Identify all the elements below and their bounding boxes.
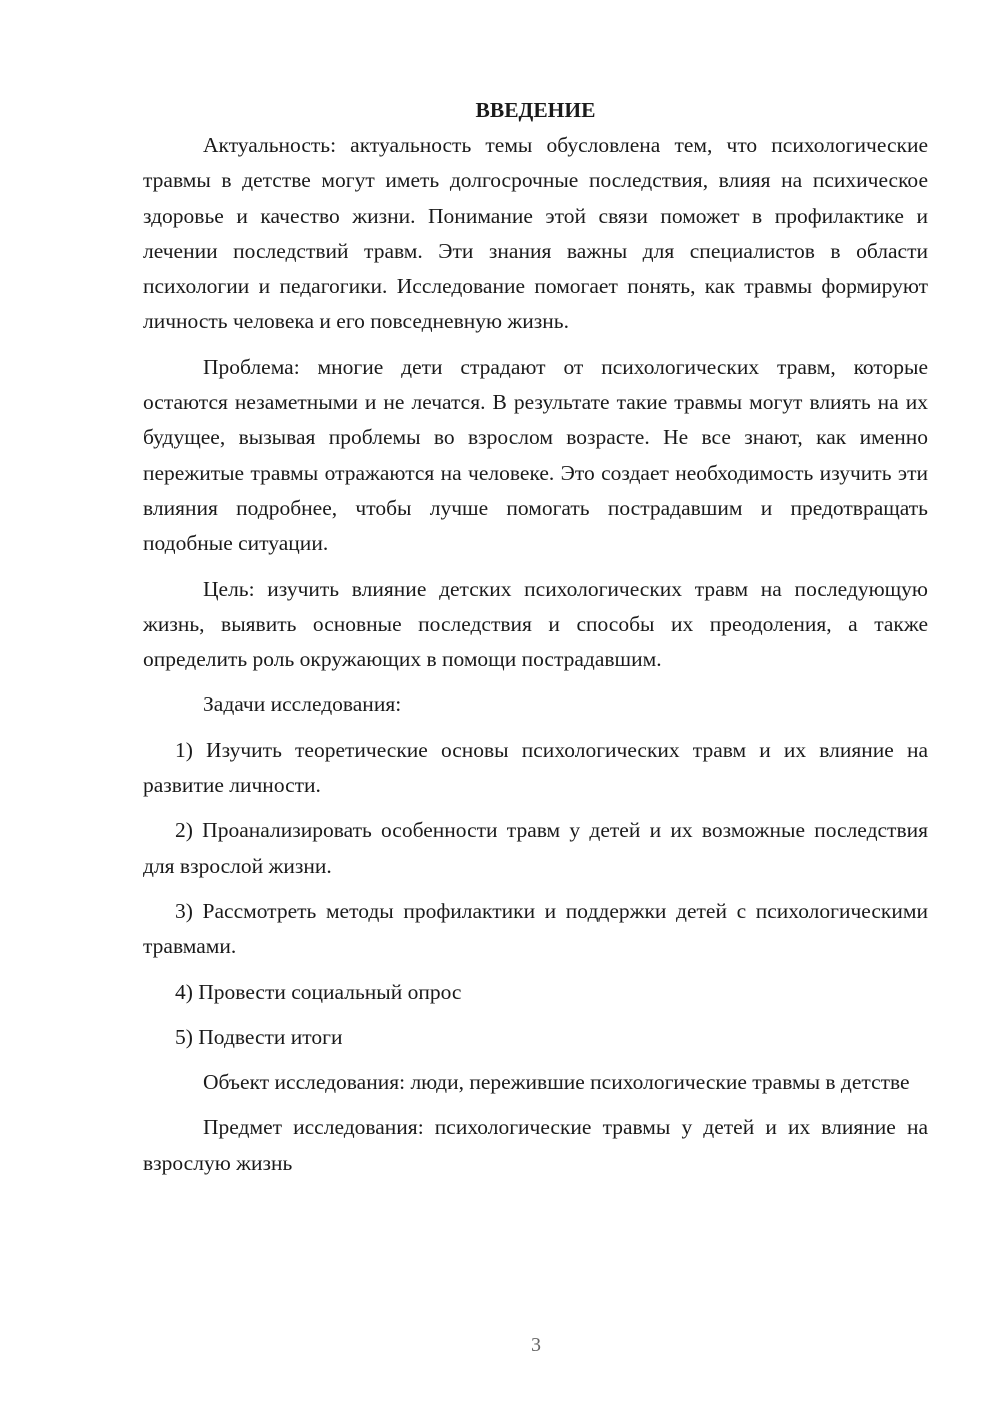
task-item-4: 4) Провести социальный опрос bbox=[175, 979, 462, 1004]
object-paragraph: Объект исследования: люди, пережившие психологические травмы в детстве bbox=[203, 1070, 910, 1095]
task-item-5: 5) Подвести итоги bbox=[175, 1024, 343, 1049]
task-item-2: 2) Проанализировать особенности травм у детей и их возможные последствия для взрослой жизни. bbox=[143, 818, 928, 878]
section-title: ВВЕДЕНИЕ bbox=[475, 98, 596, 122]
problem-paragraph: Проблема: многие дети страдают от психологических травм, которые остаются незаметными и не лечатся. В результате такие травмы могут влиять на их будущее, вызывая проблемы во взрослом возрасте. Не все знают, как именно пережитые травмы отражаются на человеке. Это создает необходимость изучить эти влияния подробнее, чтобы лучше помогать пострадавшим и предотвращать подобные ситуации. bbox=[143, 354, 928, 556]
goal-paragraph: Цель: изучить влияние детских психологических травм на последующую жизнь, выявить основные последствия и способы их преодоления, а также определить роль окружающих в помощи пострадавшим. bbox=[143, 576, 928, 672]
page-content bbox=[143, 93, 928, 1181]
task-item-3: 3) Рассмотреть методы профилактики и поддержки детей с психологическими травмами. bbox=[143, 898, 928, 959]
subject-paragraph: Предмет исследования: психологические травмы у детей и их влияние на взрослую жизнь bbox=[143, 1115, 928, 1175]
page-number: 3 bbox=[531, 1334, 541, 1356]
relevance-paragraph: Актуальность: актуальность темы обусловлена тем, что психологические травмы в детстве могут иметь долгосрочные последствия, влияя на психическое здоровье и качество жизни. Понимание этой связи поможет в профилактике и лечении последствий травм. Эти знания важны для специалистов в области психологии и педагогики. Исследование помогает понять, как травмы формируют личность человека и его повседневную жизнь. bbox=[143, 133, 928, 334]
task-item-1: 1) Изучить теоретические основы психологических травм и их влияние на развитие личности. bbox=[143, 737, 928, 798]
tasks-heading: Задачи исследования: bbox=[203, 692, 402, 717]
